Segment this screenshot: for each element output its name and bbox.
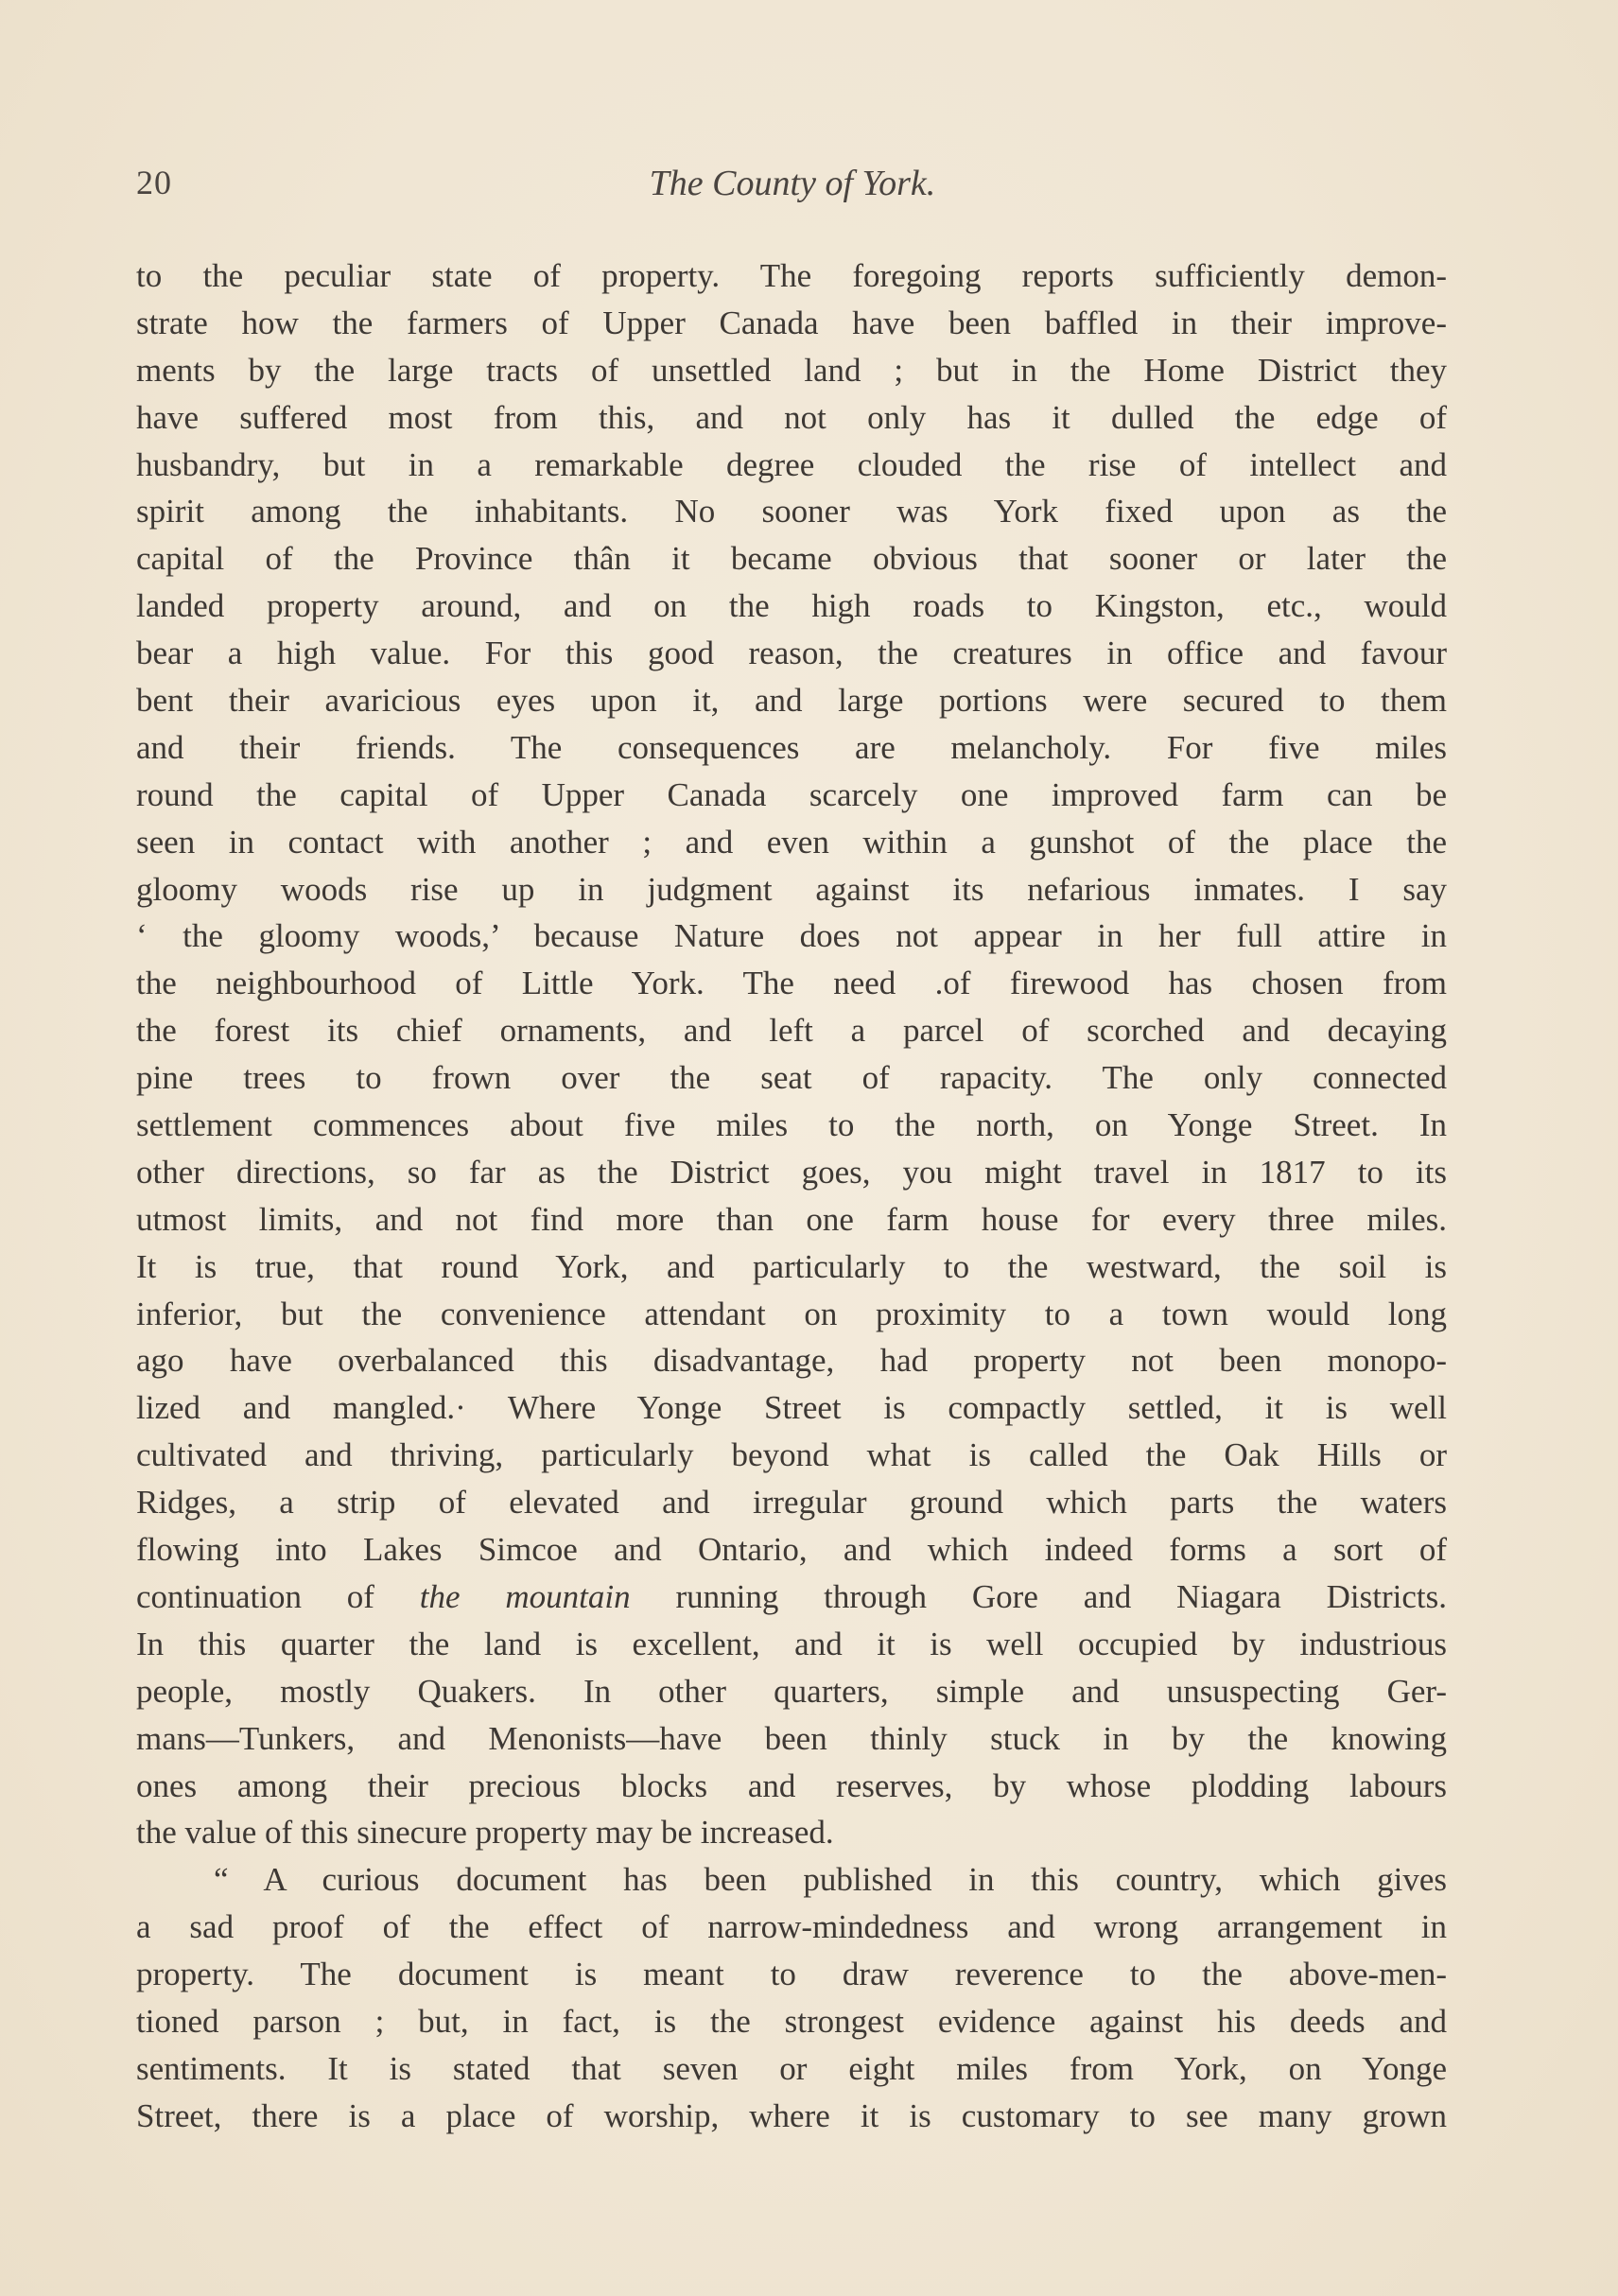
text-line: bear a high value. For this good reason, the creatures in office and favour [136,635,1447,672]
text-line: lized and mangled.· Where Yonge Street is compactly settled, it is well [136,1389,1447,1427]
text-line: mans—Tunkers, and Menonists—have been thinly stuck in by the knowing [136,1719,1447,1757]
text-line: ‘ the gloomy woods,’ because Nature does not appear in her full attire in [136,917,1447,955]
text-line: Ridges, a strip of elevated and irregular ground which parts the waters [136,1484,1447,1522]
page-number: 20 [136,164,172,201]
text-segment: running through Gore and Niagara Districts. [630,1577,1448,1615]
body-text [136,252,1447,2140]
text-line: and their friends. The consequences are melancholy. For five miles [136,728,1447,766]
text-line: seen in contact with another ; and even within a gunshot of the place the [136,823,1447,861]
text-line-with-italic [136,1574,1447,1621]
page-header [136,163,1449,219]
text-line: capital of the Province thân it became obvious that sooner or later the [136,540,1447,578]
text-line: settlement commences about five miles to the north, on Yonge Street. In [136,1106,1447,1144]
text-line: landed property around, and on the high roads to Kingston, etc., would [136,587,1447,625]
text-line: Street, there is a place of worship, where it is customary to see many grown [136,2096,1447,2134]
text-line: property. The document is meant to draw reverence to the above-men- [136,1956,1447,1993]
text-line: It is true, that round York, and particularly to the westward, the soil is [136,1247,1447,1285]
text-line: tioned parson ; but, in fact, is the strongest evidence against his deeds and [136,2002,1447,2040]
text-line: ments by the large tracts of unsettled land ; but in the Home District they [136,351,1447,389]
text-segment: continuation of [136,1577,420,1615]
text-line: other directions, so far as the District goes, you might travel in 1817 to its [136,1153,1447,1191]
text-line: people, mostly Quakers. In other quarters, simple and unsuspecting Ger- [136,1672,1447,1710]
text-line: inferior, but the convenience attendant on proximity to a town would long [136,1295,1447,1332]
italic-phrase: the mountain [419,1577,631,1615]
text-line: sentiments. It is stated that seven or eight miles from York, on Yonge [136,2049,1447,2087]
text-line: bent their avaricious eyes upon it, and large portions were secured to them [136,682,1447,720]
text-line: the neighbourhood of Little York. The need .of firewood has chosen from [136,965,1447,1002]
text-line: to the peculiar state of property. The foregoing reports sufficiently demon- [136,257,1447,294]
text-line: utmost limits, and not find more than one farm house for every three miles. [136,1200,1447,1238]
text-line: a sad proof of the effect of narrow-mindedness and wrong arrangement in [136,1908,1447,1946]
text-line: spirit among the inhabitants. No sooner was York fixed upon as the [136,493,1447,531]
text-line: In this quarter the land is excellent, and it is well occupied by industrious [136,1625,1447,1662]
text-line: round the capital of Upper Canada scarcely one improved farm can be [136,775,1447,813]
text-line: the forest its chief ornaments, and left a parcel of scorched and decaying [136,1012,1447,1050]
text-line: ones among their precious blocks and reserves, by whose plodding labours [136,1766,1447,1804]
text-line: gloomy woods rise up in judgment against its nefarious inmates. I say [136,870,1447,908]
text-line: have suffered most from this, and not only has it dulled the edge of [136,398,1447,436]
text-line: cultivated and thriving, particularly beyond what is called the Oak Hills or [136,1436,1447,1474]
text-line: ago have overbalanced this disadvantage, had property not been monopo- [136,1342,1447,1380]
text-line: strate how the farmers of Upper Canada have been baffled in their improve- [136,304,1447,341]
text-line: pine trees to frown over the seat of rapacity. The only connected [136,1059,1447,1097]
text-line: flowing into Lakes Simcoe and Ontario, and which indeed forms a sort of [136,1531,1447,1569]
text-line: husbandry, but in a remarkable degree clouded the rise of intellect and [136,445,1447,483]
text-line: the value of this sinecure property may be increased. [136,1814,834,1852]
running-title: The County of York. [649,164,936,203]
text-line: “ A curious document has been published in this country, which gives [214,1861,1447,1899]
